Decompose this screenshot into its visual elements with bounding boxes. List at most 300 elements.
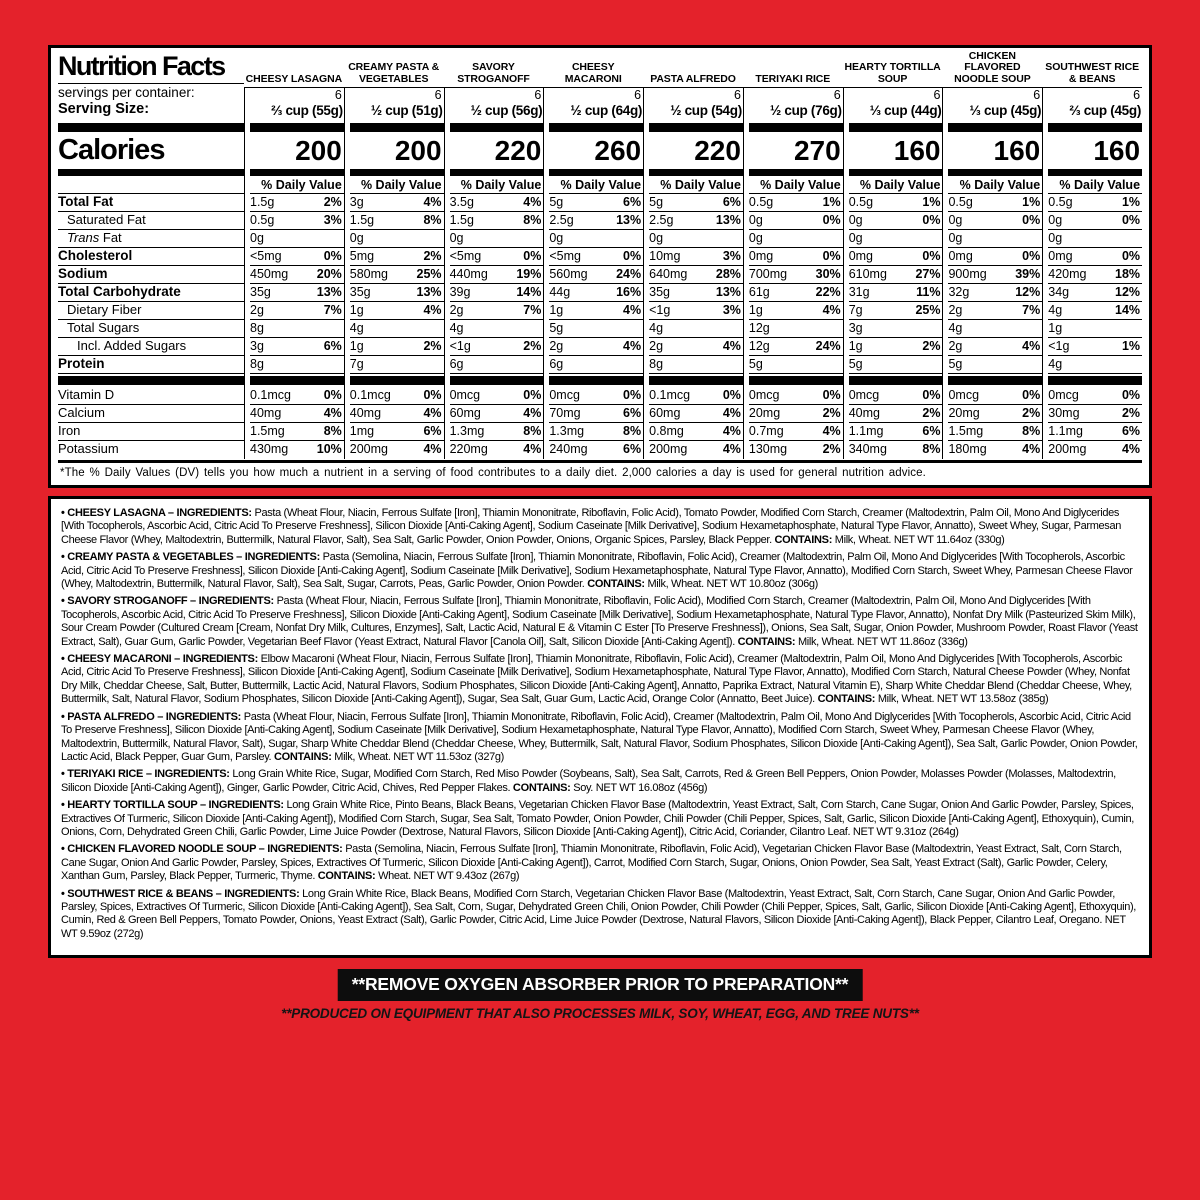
vitamin-dv: 4% bbox=[1121, 442, 1141, 456]
vitamin-value-row bbox=[549, 423, 643, 441]
nutrient-value-row bbox=[948, 356, 1042, 374]
vitamin-amount: 40mg bbox=[848, 406, 880, 420]
vitamin-dv: 0% bbox=[423, 388, 442, 402]
nutrient-value-row bbox=[1048, 284, 1142, 302]
nutrient-label: Saturated Fat bbox=[58, 212, 244, 230]
nutrient-value-row bbox=[450, 212, 544, 230]
vitamin-amount: 430mg bbox=[250, 442, 289, 456]
nutrient-dv: 13% bbox=[715, 285, 741, 299]
product-values bbox=[1042, 88, 1142, 459]
thick-divider-bar bbox=[749, 169, 843, 176]
nutrient-value-row bbox=[250, 212, 344, 230]
nutrient-dv: 0% bbox=[1022, 249, 1041, 263]
vitamin-dv: 4% bbox=[722, 406, 741, 420]
vitamin-value-row bbox=[749, 405, 843, 423]
nutrient-value-row bbox=[549, 266, 643, 284]
nutrient-dv: 4% bbox=[623, 303, 642, 317]
net-weight: NET WT 9.31oz (264g) bbox=[852, 825, 959, 838]
nutrient-value-row bbox=[849, 338, 943, 356]
nutrient-amount: 1g bbox=[848, 339, 863, 353]
nutrient-amount: 3.5g bbox=[449, 195, 474, 209]
nutrient-value-row bbox=[549, 212, 643, 230]
nutrient-dv: 20% bbox=[316, 267, 342, 281]
nutrient-value-row bbox=[549, 356, 643, 374]
nutrient-amount: 6g bbox=[549, 357, 564, 371]
nutrient-amount: <1g bbox=[449, 339, 471, 353]
nutrient-value-row bbox=[450, 194, 544, 212]
nutrient-amount: <5mg bbox=[449, 249, 482, 263]
nutrient-amount: 1.5g bbox=[250, 195, 275, 209]
thick-divider-bar bbox=[649, 123, 743, 132]
nutrient-amount: 5g bbox=[649, 195, 664, 209]
vitamin-value-row bbox=[250, 423, 344, 441]
thick-divider-bar bbox=[1048, 169, 1142, 176]
nutrient-dv: 8% bbox=[523, 213, 542, 227]
nutrient-dv: 6% bbox=[323, 339, 342, 353]
product-column-5 bbox=[743, 52, 843, 459]
vitamin-dv: 2% bbox=[922, 406, 941, 420]
vitamin-amount: 0.8mg bbox=[649, 424, 684, 438]
nutrient-value-row bbox=[250, 356, 344, 374]
nutrient-value-row bbox=[250, 266, 344, 284]
nutrient-amount: 35g bbox=[649, 285, 670, 299]
product-column-1 bbox=[344, 52, 444, 459]
nutrient-value-row bbox=[649, 266, 743, 284]
nutrient-amount: 0.5g bbox=[250, 213, 275, 227]
nutrient-dv: 39% bbox=[1015, 267, 1041, 281]
nutrient-amount: 3g bbox=[349, 195, 364, 209]
nutrient-amount: <1g bbox=[649, 303, 671, 317]
nutrient-value-row bbox=[948, 230, 1042, 248]
ingredient-product-name: • SAVORY STROGANOFF – INGREDIENTS: bbox=[61, 595, 274, 608]
nutrient-dv: 2% bbox=[922, 339, 941, 353]
thick-divider-bar bbox=[58, 169, 244, 176]
nutrient-value-row bbox=[849, 284, 943, 302]
servings-count: 6 bbox=[534, 88, 542, 102]
vitamin-amount: 180mg bbox=[948, 442, 987, 456]
vitamin-dv: 4% bbox=[822, 424, 841, 438]
nutrient-amount: 640mg bbox=[649, 267, 688, 281]
ingredient-product-name: • TERIYAKI RICE – INGREDIENTS: bbox=[61, 768, 230, 781]
nutrient-dv: 6% bbox=[623, 195, 642, 209]
vitamin-dv: 0% bbox=[523, 388, 542, 402]
ingredient-paragraph: • TERIYAKI RICE – INGREDIENTS: Long Grain White Rice, Sugar, Modified Corn Starch, Red Miso Powder (Soybeans, Salt), Sea Salt, Carrots, Red & Green Bell Peppers, Onion Powder, Molasses Powder (Molasses, Maltodextrin, Silicon Dioxide [Anti-Caking Agent]), Ginger, Garlic Powder, Citric Acid, Chives, Red Pepper Flakes. CONTAINS: Soy. NET WT 16.08oz (456g) bbox=[61, 768, 1116, 794]
vitamin-amount: 200mg bbox=[1048, 442, 1087, 456]
nutrient-amount: 4g bbox=[1048, 303, 1063, 317]
serving-size: ⅓ cup (45g) bbox=[969, 103, 1042, 118]
nutrient-amount: 560mg bbox=[549, 267, 588, 281]
nutrient-value-row bbox=[250, 194, 344, 212]
vitamin-label: Iron bbox=[58, 423, 244, 441]
nutrient-value-row bbox=[250, 284, 344, 302]
nutrient-dv: 11% bbox=[916, 285, 941, 299]
nutrient-amount: 0.5g bbox=[948, 195, 973, 209]
nutrient-value-row bbox=[849, 302, 943, 320]
nutrient-amount: 0.5g bbox=[1048, 195, 1073, 209]
nutrient-value-row bbox=[250, 230, 344, 248]
nutrient-value-row bbox=[749, 302, 843, 320]
facts-columns bbox=[58, 49, 1142, 463]
vitamin-value-row bbox=[1048, 405, 1142, 423]
nutrient-dv: 0% bbox=[922, 213, 941, 227]
vitamin-amount: 0mcg bbox=[449, 388, 481, 402]
product-name: SAVORY STROGANOFF bbox=[444, 52, 544, 88]
thick-divider-bar bbox=[450, 169, 544, 176]
calories-value: 160 bbox=[1093, 135, 1141, 166]
vitamin-value-row bbox=[649, 441, 743, 459]
vitamin-value-row bbox=[948, 423, 1042, 441]
nutrient-amount: 10mg bbox=[649, 249, 681, 263]
vitamin-dv: 6% bbox=[623, 406, 642, 420]
nutrient-amount: 35g bbox=[349, 285, 371, 299]
vitamin-dv: 8% bbox=[323, 424, 342, 438]
nutrient-amount: 2g bbox=[549, 339, 564, 353]
nutrient-amount: 4g bbox=[1048, 357, 1063, 371]
vitamin-dv: 4% bbox=[323, 406, 342, 420]
nutrient-value-row bbox=[549, 302, 643, 320]
vitamin-dv: 4% bbox=[1022, 442, 1041, 456]
nutrient-value-row bbox=[649, 320, 743, 338]
title-divider bbox=[58, 83, 244, 84]
serving-size: ½ cup (54g) bbox=[670, 103, 742, 118]
nutrient-amount: 420mg bbox=[1048, 267, 1087, 281]
contains-label: CONTAINS: bbox=[817, 693, 876, 706]
daily-value-header: % Daily Value bbox=[250, 178, 344, 194]
vitamin-amount: 220mg bbox=[449, 442, 488, 456]
net-weight: NET WT 11.86oz (336g) bbox=[856, 635, 968, 648]
contains-label: CONTAINS: bbox=[774, 533, 833, 546]
daily-value-header: % Daily Value bbox=[1048, 178, 1142, 194]
vitamin-dv: 4% bbox=[423, 406, 442, 420]
nutrient-amount: 3g bbox=[250, 339, 264, 353]
thick-divider-bar bbox=[549, 169, 643, 176]
vitamin-amount: 200mg bbox=[349, 442, 389, 456]
vitamin-dv: 0% bbox=[623, 388, 642, 402]
net-weight: NET WT 10.80oz (306g) bbox=[706, 578, 818, 591]
nutrient-amount: 1g bbox=[349, 339, 364, 353]
nutrient-dv: 2% bbox=[523, 339, 542, 353]
servings-count: 6 bbox=[1133, 88, 1141, 102]
nutrient-amount: 8g bbox=[250, 321, 264, 335]
ingredient-paragraph: • CHEESY MACARONI – INGREDIENTS: Elbow Macaroni (Wheat Flour, Niacin, Ferrous Sulfate [Iron], Thiamin Mononitrate, Riboflavin, Folic Acid), Creamer (Maltodextrin, Palm Oil, Mono And Diglycerides [With Tocopherols, Ascorbic Acid, Citric Acid To Preserve Freshness], Silicon Dioxide [Anti-Caking Agent], Sodium Caseinate [Milk Derivative], Sodium Hexametaphosphate, Natural Type Flavor, Annatto), Modified Corn Starch, Natural Cheese Powder (Whey, Nonfat Dry Milk, Cheddar Cheese, Salt, Butter, Buttermilk, Lactic Acid, Natural Flavors, Sodium Phosphates, Silicon Dioxide [Anti-Caking Agent], Annatto, Paprika Extract, Natural Vitamin E), Sharp White Cheddar Blend (Cheddar Cheese, Whey, Buttermilk, Salt, Natural Flavor, Sodium Phosphates, Silicon Dioxide [Anti-Caking Agent]), Sugar, Sea Salt, Guar Gum, Lactic Acid, Orange Color (Annatto, Beet Juice). CONTAINS: Milk, Wheat. NET WT 13.58oz (385g) bbox=[61, 653, 1132, 706]
daily-value-footnote: *The % Daily Values (DV) tells you how much a nutrient in a serving of food contributes to a daily diet. 2,000 calories a day is used for general nutrition advice. bbox=[60, 467, 926, 479]
nutrient-dv: 2% bbox=[423, 339, 442, 353]
thick-divider-bar bbox=[549, 376, 643, 385]
nutrient-value-row bbox=[749, 230, 843, 248]
nutrient-amount: 2g bbox=[948, 303, 963, 317]
vitamin-amount: 0mcg bbox=[1048, 388, 1079, 402]
vitamin-value-row bbox=[549, 405, 643, 423]
vitamin-dv: 6% bbox=[423, 424, 442, 438]
thick-divider-bar bbox=[350, 169, 444, 176]
product-values bbox=[743, 88, 843, 459]
nutrient-value-row bbox=[450, 266, 544, 284]
nutrient-dv: 4% bbox=[822, 303, 841, 317]
vitamin-amount: 1.1mg bbox=[1048, 424, 1083, 438]
nutrient-value-row bbox=[849, 230, 943, 248]
vitamin-amount: 1.5mg bbox=[948, 424, 984, 438]
nutrient-amount: 0g bbox=[349, 231, 364, 245]
nutrient-label: Sodium bbox=[58, 266, 244, 284]
nutrient-value-row bbox=[948, 284, 1042, 302]
vitamin-value-row bbox=[948, 441, 1042, 459]
facts-label-column bbox=[58, 52, 244, 459]
ingredient-paragraph: • SAVORY STROGANOFF – INGREDIENTS: Pasta (Wheat Flour, Niacin, Ferrous Sulfate [Iron], Thiamin Mononitrate, Riboflavin, Folic Acid), Modified Corn Starch, Creamer (Maltodextrin, Palm Oil, Mono And Diglycerides [With Tocopherols, Ascorbic Acid, Citric Acid To Preserve Freshness], Silicon Dioxide [Anti-Caking Agent], Sodium Caseinate [Milk Derivative], Sodium Hexametaphosphate, Natural Type Flavor, Annatto), Nonfat Dry Milk (Pasteurized Skim Milk), Sour Cream Powder (Cultured Cream [Cream, Nonfat Dry Milk, Cultures, Enzymes], Salt, Lactic Acid, Natural E & Vitamin C Ester [To Preserve Freshness]), Onions, Sea Salt, Sugar, Onion Powder, Mushroom Powder, Roast Flavor (Yeast Extract, Salt), Guar Gum, Garlic Powder, Vegetarian Beef Flavor (Yeast Extract, Natural Flavor [Canola Oil], Salt, Silicon Dioxide [Anti-Caking Agent]). CONTAINS: Milk, Wheat. NET WT 11.86oz (336g) bbox=[61, 595, 1138, 648]
net-weight: NET WT 11.64oz (330g) bbox=[893, 533, 1005, 546]
nutrient-amount: 5g bbox=[848, 357, 863, 371]
thick-divider-bar bbox=[948, 376, 1042, 385]
nutrient-value-row bbox=[649, 212, 743, 230]
nutrient-dv: 13% bbox=[416, 285, 442, 299]
serving-size: ⅔ cup (55g) bbox=[271, 103, 343, 118]
vitamin-value-row bbox=[849, 405, 943, 423]
nutrient-dv: 7% bbox=[323, 303, 342, 317]
nutrient-dv: 1% bbox=[822, 195, 841, 209]
nutrient-value-row bbox=[948, 194, 1042, 212]
nutrient-amount: 0g bbox=[1048, 231, 1063, 245]
nutrient-amount: 450mg bbox=[250, 267, 289, 281]
nutrient-value-row bbox=[849, 248, 943, 266]
daily-value-header: % Daily Value bbox=[649, 178, 743, 194]
nutrient-amount: 4g bbox=[449, 321, 464, 335]
nutrient-amount: 0mg bbox=[948, 249, 973, 263]
product-column-7 bbox=[942, 49, 1042, 459]
nutrient-amount: 6g bbox=[449, 357, 464, 371]
nutrient-dv: 6% bbox=[722, 195, 741, 209]
net-weight: NET WT 16.08oz (456g) bbox=[595, 781, 708, 794]
nutrient-dv: 4% bbox=[523, 195, 542, 209]
thick-divider-bar bbox=[450, 123, 544, 132]
product-name: PASTA ALFREDO bbox=[643, 52, 743, 88]
vitamin-dv: 2% bbox=[822, 406, 841, 420]
product-values bbox=[942, 88, 1042, 459]
product-values bbox=[244, 88, 344, 459]
nutrient-dv: 0% bbox=[1121, 249, 1141, 263]
nutrient-value-row bbox=[549, 230, 643, 248]
nutrient-amount: 39g bbox=[449, 285, 471, 299]
nutrient-amount: 4g bbox=[349, 321, 364, 335]
calories-value: 160 bbox=[893, 135, 941, 166]
ingredient-paragraph: • PASTA ALFREDO – INGREDIENTS: Pasta (Wheat Flour, Niacin, Ferrous Sulfate [Iron], Thiamin Mononitrate, Riboflavin, Folic Acid), Creamer (Maltodextrin, Palm Oil, Mono And Diglycerides [With Tocopherols, Ascorbic Acid, Citric Acid To Preserve Freshness], Silicon Dioxide [Anti-Caking Agent], Sodium Caseinate [Milk Derivative], Sodium Hexametaphosphate, Natural Type Flavor, Annatto), Modified Corn Starch, Sweet Whey, Parmesan Cheese Flavor (Whey, Maltodextrin, Buttermilk, Natural Flavor, Salt), Sugar, Sharp White Cheddar Blend (Cheddar Cheese, Whey, Buttermilk, Salt, Natural Flavor, Sodium Phosphates, Silicon Dioxide [Anti-Caking Agent]), Sea Salt, Garlic Powder, Onion Powder, Lactic Acid, Black Pepper, Guar Gum, Parsley. CONTAINS: Milk, Wheat. NET WT 11.53oz (327g) bbox=[61, 710, 1138, 763]
nutrient-value-row bbox=[549, 320, 643, 338]
servings-count: 6 bbox=[733, 88, 741, 102]
nutrient-amount: 900mg bbox=[948, 267, 987, 281]
nutrient-amount: 32g bbox=[948, 285, 970, 299]
nutrient-value-row bbox=[649, 248, 743, 266]
nutrient-dv: 0% bbox=[623, 249, 642, 263]
nutrient-value-row bbox=[948, 248, 1042, 266]
vitamin-amount: 60mg bbox=[449, 406, 481, 420]
ingredient-product-name: • CHICKEN FLAVORED NOODLE SOUP – INGREDIENTS: bbox=[61, 843, 343, 856]
nutrient-dv: 24% bbox=[616, 267, 642, 281]
nutrient-dv: 4% bbox=[623, 339, 642, 353]
nutrient-dv: 13% bbox=[616, 213, 642, 227]
nutrient-value-row bbox=[1048, 230, 1142, 248]
vitamin-dv: 0% bbox=[323, 388, 342, 402]
vitamin-amount: 200mg bbox=[649, 442, 688, 456]
nutrient-label: Cholesterol bbox=[58, 248, 244, 266]
nutrient-amount: 5mg bbox=[349, 249, 375, 263]
vitamin-label: Potassium bbox=[58, 441, 119, 456]
product-name: CHEESY LASAGNA bbox=[244, 52, 344, 88]
thick-divider-bar bbox=[649, 376, 743, 385]
nutrient-value-row bbox=[749, 212, 843, 230]
nutrient-dv: 13% bbox=[316, 285, 342, 299]
nutrient-amount: 5g bbox=[549, 195, 564, 209]
allergen-statement: **PRODUCED ON EQUIPMENT THAT ALSO PROCESSES MILK, SOY, WHEAT, EGG, AND TREE NUTS** bbox=[281, 1006, 919, 1021]
nutrient-dv: 30% bbox=[815, 267, 841, 281]
nutrient-dv: 1% bbox=[1022, 195, 1041, 209]
nutrient-value-row bbox=[749, 356, 843, 374]
nutrient-value-row bbox=[649, 302, 743, 320]
vitamin-amount: 1.3mg bbox=[449, 424, 485, 438]
vitamin-amount: 0mcg bbox=[748, 388, 780, 402]
daily-value-header: % Daily Value bbox=[450, 178, 544, 194]
vitamin-dv: 8% bbox=[523, 424, 542, 438]
product-column-3 bbox=[543, 52, 643, 459]
vitamin-amount: 0mcg bbox=[948, 388, 980, 402]
ingredient-product-name: • PASTA ALFREDO – INGREDIENTS: bbox=[61, 710, 242, 723]
oxygen-absorber-warning bbox=[338, 969, 863, 1001]
nutrient-value-row bbox=[1048, 266, 1142, 284]
vitamin-amount: 20mg bbox=[948, 406, 980, 420]
product-values bbox=[444, 88, 544, 459]
nutrient-amount: 1g bbox=[748, 303, 763, 317]
nutrient-dv: 12% bbox=[1015, 285, 1041, 299]
nutrient-value-row bbox=[649, 356, 743, 374]
nutrient-amount: 4g bbox=[649, 321, 664, 335]
nutrient-amount: 8g bbox=[250, 357, 264, 371]
vitamin-value-row bbox=[450, 423, 544, 441]
nutrient-amount: 0mg bbox=[848, 249, 874, 263]
vitamin-amount: 40mg bbox=[349, 406, 382, 420]
product-column-2 bbox=[444, 52, 544, 459]
nutrient-value-row bbox=[450, 302, 544, 320]
daily-value-header: % Daily Value bbox=[549, 178, 643, 194]
nutrient-amount: 34g bbox=[1048, 285, 1070, 299]
thick-divider-bar bbox=[450, 376, 544, 385]
vitamin-dv: 0% bbox=[922, 388, 941, 402]
product-column-0 bbox=[244, 52, 344, 459]
nutrient-value-row bbox=[549, 284, 643, 302]
vitamin-dv: 2% bbox=[822, 442, 841, 456]
product-column-8 bbox=[1042, 52, 1142, 459]
nutrient-value-row bbox=[1048, 248, 1142, 266]
nutrient-amount: 580mg bbox=[349, 267, 389, 281]
calories-value: 220 bbox=[694, 135, 741, 166]
nutrient-value-row bbox=[450, 320, 544, 338]
nutrient-amount: 7g bbox=[848, 303, 863, 317]
servings-count: 6 bbox=[634, 88, 642, 102]
nutrition-facts-panel bbox=[48, 45, 1152, 488]
nutrient-label: Total Fat bbox=[58, 194, 244, 212]
thick-divider-bar bbox=[350, 123, 444, 132]
nutrient-amount: <1g bbox=[1048, 339, 1070, 353]
nutrient-amount: 440mg bbox=[449, 267, 488, 281]
nutrient-dv: 13% bbox=[715, 213, 741, 227]
serving-size: ⅔ cup (45g) bbox=[1069, 103, 1142, 118]
thick-divider-bar bbox=[250, 376, 344, 385]
nutrient-dv: 0% bbox=[323, 249, 342, 263]
net-weight: NET WT 13.58oz (385g) bbox=[936, 693, 1049, 706]
thick-divider-bar bbox=[948, 169, 1042, 176]
vitamin-value-row bbox=[250, 441, 344, 459]
nutrient-amount: 0g bbox=[848, 231, 863, 245]
nutrient-amount: 2.5g bbox=[649, 213, 674, 227]
vitamin-dv: 4% bbox=[722, 442, 741, 456]
vitamin-dv: 0% bbox=[1022, 388, 1041, 402]
nutrient-value-row bbox=[749, 284, 843, 302]
nutrient-amount: 1g bbox=[1048, 321, 1063, 335]
nutrient-amount: 1.5g bbox=[349, 213, 375, 227]
nutrient-value-row bbox=[749, 266, 843, 284]
nutrient-label: Protein bbox=[58, 356, 244, 374]
nutrient-label: Dietary Fiber bbox=[58, 302, 244, 320]
vitamin-dv: 0% bbox=[822, 388, 841, 402]
thick-divider-bar bbox=[58, 123, 244, 132]
vitamin-dv: 10% bbox=[316, 442, 342, 456]
nutrient-value-row bbox=[1048, 320, 1142, 338]
nutrient-amount: 3g bbox=[848, 321, 863, 335]
vitamin-dv: 2% bbox=[1022, 406, 1041, 420]
vitamin-value-row bbox=[549, 441, 643, 459]
nutrient-dv: 22% bbox=[815, 285, 841, 299]
vitamin-dv: 6% bbox=[623, 442, 642, 456]
vitamin-amount: 20mg bbox=[748, 406, 781, 420]
nutrient-amount: 31g bbox=[848, 285, 870, 299]
ingredient-product-name: • CREAMY PASTA & VEGETABLES – INGREDIENTS: bbox=[61, 551, 320, 564]
servings-per-container-label: servings per container: bbox=[58, 85, 195, 100]
ingredient-paragraph: • CHICKEN FLAVORED NOODLE SOUP – INGREDIENTS: Pasta (Semolina, Niacin, Ferrous Sulfate [Iron], Thiamin Mononitrate, Riboflavin, Folic Acid), Vegetarian Chicken Flavor Base (Maltodextrin, Yeast Extract, Salt, Corn Starch, Cane Sugar, Onion And Garlic Powder, Parsley, Spices, Extractives Of Turmeric, Silicon Dioxide [Anti-Caking Agent]), Carrot, Modified Corn Starch, Sugar, Onions, Onion Powder, Sea Salt, Yeast Extract (Salt), Garlic Powder, Celery, Xanthan Gum, Parsley, Black Pepper, Turmeric, Thyme. CONTAINS: Wheat. NET WT 9.43oz (267g) bbox=[61, 843, 1122, 883]
nutrient-dv: 7% bbox=[1022, 303, 1041, 317]
nutrient-value-row bbox=[350, 194, 444, 212]
nutrient-amount: 0.5g bbox=[748, 195, 774, 209]
nutrient-amount: 2.5g bbox=[549, 213, 574, 227]
daily-value-header: % Daily Value bbox=[849, 178, 943, 194]
ingredient-product-name: • CHEESY MACARONI – INGREDIENTS: bbox=[61, 653, 258, 666]
vitamin-label: Vitamin D bbox=[58, 387, 244, 405]
nutrient-amount: 4g bbox=[948, 321, 963, 335]
nutrient-value-row bbox=[849, 266, 943, 284]
nutrient-dv: 18% bbox=[1115, 267, 1141, 281]
vitamin-amount: 0.1mcg bbox=[349, 388, 391, 402]
vitamin-amount: 1.5mg bbox=[250, 424, 285, 438]
calories-value: 200 bbox=[394, 135, 442, 166]
vitamin-value-row bbox=[1048, 387, 1142, 405]
vitamin-amount: 70mg bbox=[549, 406, 581, 420]
vitamin-amount: 240mg bbox=[549, 442, 588, 456]
serving-size: ⅓ cup (44g) bbox=[869, 103, 942, 118]
vitamin-value-row bbox=[250, 387, 344, 405]
nutrient-amount: 1g bbox=[549, 303, 564, 317]
nutrient-amount: 5g bbox=[549, 321, 564, 335]
nutrient-dv: 14% bbox=[516, 285, 542, 299]
product-name: TERIYAKI RICE bbox=[743, 52, 843, 88]
vitamin-value-row bbox=[749, 423, 843, 441]
nutrient-value-row bbox=[948, 338, 1042, 356]
vitamin-value-row bbox=[649, 423, 743, 441]
daily-value-header: % Daily Value bbox=[948, 178, 1042, 194]
nutrient-value-row bbox=[1048, 302, 1142, 320]
nutrient-dv: 0% bbox=[1121, 213, 1141, 227]
vitamin-value-row bbox=[250, 405, 344, 423]
thick-divider-bar bbox=[849, 376, 943, 385]
thick-divider-bar bbox=[749, 123, 843, 132]
nutrient-amount: 0g bbox=[748, 213, 763, 227]
nutrient-dv: 8% bbox=[423, 213, 442, 227]
nutrient-amount: 5g bbox=[948, 357, 963, 371]
oxygen-absorber-warning-text: **REMOVE OXYGEN ABSORBER PRIOR TO PREPARATION** bbox=[351, 974, 849, 994]
